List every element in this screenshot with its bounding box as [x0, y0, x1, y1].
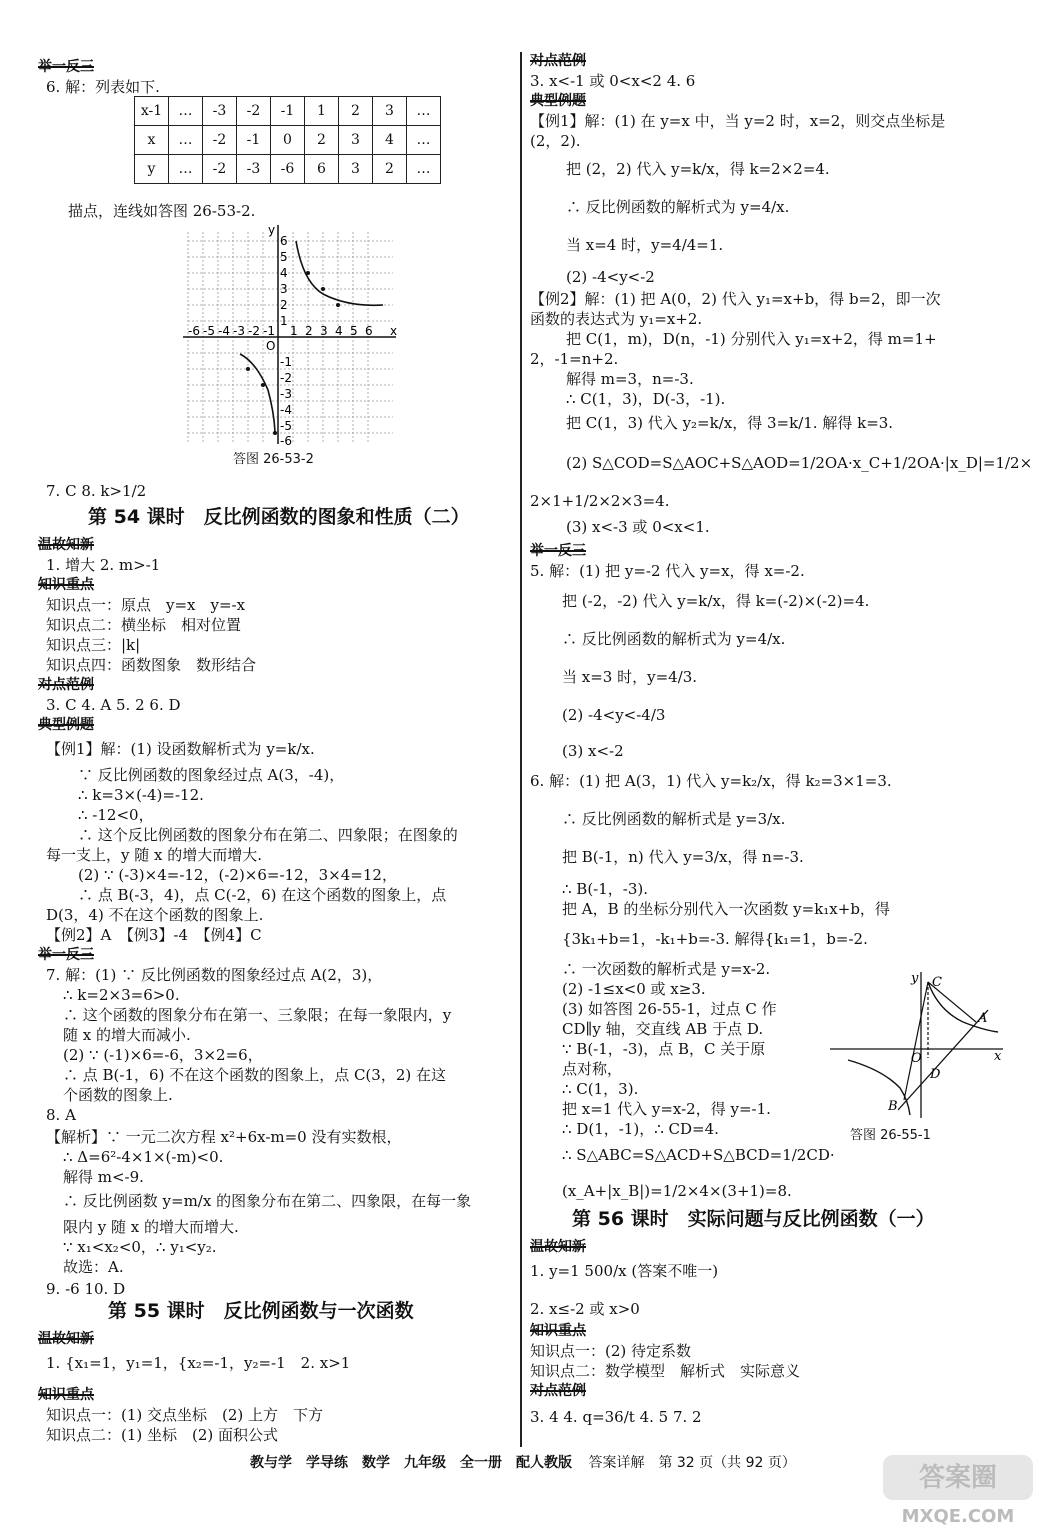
- text-line: ∵ x₁<x₂<0，∴ y₁<y₂.: [63, 1238, 217, 1256]
- table-cell: -2: [237, 97, 271, 126]
- svg-text:-1: -1: [263, 324, 275, 338]
- svg-text:C: C: [932, 975, 942, 990]
- text-line: 6. 解：列表如下.: [46, 78, 160, 96]
- svg-text:4: 4: [335, 324, 343, 338]
- text-line: 知识点一：(2) 待定系数: [530, 1342, 692, 1360]
- footer-book-title: 教与学 学导练 数学 九年级 全一册 配人教版: [250, 1455, 572, 1471]
- section-tag: 知识重点: [38, 1387, 94, 1403]
- text-line: (3) x<-3 或 0<x<1.: [566, 518, 710, 536]
- table-cell: x: [135, 126, 169, 155]
- figure-caption: 答图 26-53-2: [233, 452, 314, 467]
- svg-text:B: B: [888, 1099, 898, 1114]
- text-line: 【解析】∵ 一元二次方程 x²+6x-m=0 没有实数根，: [46, 1128, 402, 1146]
- text-line: ∴ k=2×3=6>0.: [63, 986, 180, 1004]
- table-cell: …: [169, 155, 203, 184]
- text-line: 当 x=3 时，y=4/3.: [562, 668, 698, 686]
- svg-text:-1: -1: [280, 355, 292, 369]
- table-cell: x-1: [135, 97, 169, 126]
- text-line: (x_A+|x_B|)=1/2×4×(3+1)=8.: [562, 1182, 792, 1200]
- text-line: 【例1】解：(1) 设函数解析式为 y=k/x.: [46, 740, 315, 758]
- section-tag: 举一反三: [530, 543, 586, 559]
- text-line: (2) ∵ (-3)×4=-12，(-2)×6=-12，3×4=12，: [78, 866, 397, 884]
- svg-text:-3: -3: [233, 324, 245, 338]
- text-line: (2) -1≤x<0 或 x≥3.: [562, 980, 706, 998]
- text-line: ∴ 这个反比例函数的图象分布在第二、四象限；在图象的: [78, 826, 458, 844]
- section-tag: 知识重点: [530, 1323, 586, 1339]
- text-line: 故选：A.: [63, 1258, 124, 1276]
- svg-text:-4: -4: [280, 403, 292, 417]
- text-line: (3) 如答图 26-55-1，过点 C 作: [562, 1000, 777, 1018]
- svg-text:6: 6: [365, 324, 373, 338]
- table-cell: -2: [203, 155, 237, 184]
- table-cell: -6: [271, 155, 305, 184]
- text-line: ∴ 反比例函数的解析式为 y=4/x.: [566, 198, 790, 216]
- svg-text:-2: -2: [280, 371, 292, 385]
- hyperbola-graph: [178, 222, 403, 447]
- table-cell: 3: [373, 97, 407, 126]
- text-line: 知识点二：数学模型 解析式 实际意义: [530, 1362, 801, 1380]
- svg-text:-5: -5: [280, 419, 292, 433]
- svg-text:-6: -6: [188, 324, 200, 338]
- text-line: ∴ 一次函数的解析式是 y=x-2.: [562, 960, 771, 978]
- text-line: ∴ 反比例函数 y=m/x 的图象分布在第二、四象限，在每一象: [63, 1192, 472, 1210]
- text-line: CD∥y 轴，交直线 AB 于点 D.: [562, 1020, 764, 1038]
- svg-text:MXQE.COM: MXQE.COM: [901, 1506, 1015, 1527]
- svg-text:-2: -2: [248, 324, 260, 338]
- text-line: 解得 m<-9.: [63, 1168, 144, 1186]
- text-line: 知识点一：原点 y=x y=-x: [46, 596, 246, 614]
- table-cell: -3: [237, 155, 271, 184]
- text-line: 把 C(1，3) 代入 y₂=k/x，得 3=k/1. 解得 k=3.: [566, 414, 894, 432]
- text-line: (2) -4<y<-4/3: [562, 706, 666, 724]
- value-table: [134, 96, 441, 184]
- text-line: ∴ 反比例函数的解析式是 y=3/x.: [562, 810, 786, 828]
- section-tag: 典型例题: [530, 93, 586, 109]
- table-cell: …: [407, 126, 441, 155]
- section-tag: 知识重点: [38, 577, 94, 593]
- text-line: 每一支上，y 随 x 的增大而增大.: [46, 846, 263, 864]
- svg-text:2: 2: [305, 324, 313, 338]
- section-tag: 典型例题: [38, 717, 94, 733]
- table-cell: …: [169, 126, 203, 155]
- text-line: 1. {x₁=1，y₁=1，{x₂=-1，y₂=-1 2. x>1: [46, 1354, 351, 1372]
- svg-text:x: x: [994, 1049, 1002, 1064]
- text-line: 知识点三：|k|: [46, 636, 141, 654]
- text-line: 把 (2，2) 代入 y=k/x，得 k=2×2=4.: [566, 160, 830, 178]
- text-line: 1. 增大 2. m>-1: [46, 556, 161, 574]
- page-footer: [250, 1452, 796, 1472]
- text-line: 9. -6 10. D: [46, 1280, 126, 1298]
- svg-text:D: D: [930, 1067, 941, 1082]
- text-line: 3. C 4. A 5. 2 6. D: [46, 696, 181, 714]
- svg-text:O: O: [266, 339, 276, 353]
- column-divider: [520, 52, 522, 1447]
- text-line: (2) ∵ (-1)×6=-6，3×2=6，: [63, 1046, 263, 1064]
- text-line: 描点，连线如答图 26-53-2.: [68, 202, 256, 220]
- text-line: 3. 4 4. q=36/t 4. 5 7. 2: [530, 1408, 702, 1426]
- table-cell: 2: [305, 126, 339, 155]
- svg-text:y: y: [268, 223, 276, 237]
- text-line: 【例1】解：(1) 在 y=x 中，当 y=2 时，x=2，则交点坐标是: [530, 112, 946, 130]
- table-cell: 2: [373, 155, 407, 184]
- text-line: 1. y=1 500/x (答案不唯一): [530, 1262, 719, 1280]
- text-line: ∴ Δ=6²-4×1×(-m)<0.: [63, 1148, 224, 1166]
- text-line: 把 (-2，-2) 代入 y=k/x，得 k=(-2)×(-2)=4.: [562, 592, 870, 610]
- text-line: D(3，4) 不在这个函数的图象上.: [46, 906, 264, 924]
- text-line: 知识点二：(1) 坐标 (2) 面积公式: [46, 1426, 279, 1444]
- text-line: ∴ 点 B(-1，6) 不在这个函数的图象上，点 C(3，2) 在这: [63, 1066, 446, 1084]
- table-cell: …: [169, 97, 203, 126]
- curve-q3: [240, 354, 275, 432]
- text-line: 把 x=1 代入 y=x-2，得 y=-1.: [562, 1100, 771, 1118]
- text-line: 当 x=4 时，y=4/4=1.: [566, 236, 724, 254]
- text-line: 个函数的图象上.: [63, 1086, 173, 1104]
- section-tag: 对点范例: [530, 53, 586, 69]
- text-line: 点对称，: [562, 1060, 623, 1078]
- table-cell: -1: [271, 97, 305, 126]
- text-line: 6. 解：(1) 把 A(3，1) 代入 y=k₂/x，得 k₂=3×1=3.: [530, 772, 892, 790]
- text-line: ∴ k=3×(-4)=-12.: [78, 786, 204, 804]
- text-line: 【例2】解：(1) 把 A(0，2) 代入 y₁=x+b，得 b=2，即一次: [530, 290, 941, 308]
- svg-text:4: 4: [280, 266, 288, 280]
- table-cell: 3: [339, 155, 373, 184]
- svg-text:5: 5: [280, 250, 288, 264]
- text-line: 把 C(1，m)，D(n，-1) 分别代入 y₁=x+2，得 m=1+: [566, 330, 937, 348]
- svg-text:-4: -4: [218, 324, 230, 338]
- text-line: ∴ C(1，3).: [562, 1080, 639, 1098]
- text-line: 8. A: [46, 1106, 76, 1124]
- text-line: 2，-1=n+2.: [530, 350, 619, 368]
- section-tag: 温故知新: [38, 537, 94, 553]
- text-line: 2×1+1/2×2×3=4.: [530, 492, 670, 510]
- text-line: ∴ C(1，3)，D(-3，-1).: [566, 390, 726, 408]
- svg-text:1: 1: [290, 324, 298, 338]
- lesson-heading: 第 56 课时 实际问题与反比例函数（一）: [572, 1208, 935, 1230]
- svg-text:2: 2: [280, 298, 288, 312]
- text-line: 【例2】A 【例3】-4 【例4】C: [46, 926, 262, 944]
- svg-text:A: A: [978, 1011, 988, 1026]
- geometry-figure: [828, 970, 1008, 1120]
- svg-text:5: 5: [350, 324, 358, 338]
- text-line: (3) x<-2: [562, 742, 624, 760]
- table-row: [135, 97, 441, 126]
- text-line: ∴ B(-1，-3).: [562, 880, 649, 898]
- svg-text:答案圈: 答案圈: [918, 1463, 998, 1493]
- text-line: (2，2).: [530, 132, 581, 150]
- text-line: ∴ 反比例函数的解析式为 y=4/x.: [562, 630, 786, 648]
- table-cell: 1: [305, 97, 339, 126]
- svg-text:y: y: [911, 971, 919, 986]
- table-cell: …: [407, 155, 441, 184]
- table-cell: 2: [339, 97, 373, 126]
- text-line: 3. x<-1 或 0<x<2 4. 6: [530, 72, 696, 90]
- table-cell: 3: [339, 126, 373, 155]
- table-row: [135, 155, 441, 184]
- section-tag: 举一反三: [38, 947, 94, 963]
- text-line: ∴ 点 B(-3，4)，点 C(-2，6) 在这个函数的图象上，点: [78, 886, 447, 904]
- text-line: ∴ 这个函数的图象分布在第一、三象限；在每一象限内，y: [63, 1006, 452, 1024]
- table-cell: -2: [203, 126, 237, 155]
- text-line: 知识点四：函数图象 数形结合: [46, 656, 257, 674]
- text-line: 把 B(-1，n) 代入 y=3/x，得 n=-3.: [562, 848, 804, 866]
- watermark-logo: [878, 1450, 1038, 1530]
- section-tag: 温故知新: [530, 1239, 586, 1255]
- text-line: 7. 解：(1) ∵ 反比例函数的图象经过点 A(2，3)，: [46, 966, 383, 984]
- text-line: ∴ D(1，-1)，∴ CD=4.: [562, 1120, 719, 1138]
- svg-text:3: 3: [280, 282, 288, 296]
- text-line: {3k₁+b=1，-k₁+b=-3. 解得{k₁=1，b=-2.: [562, 930, 868, 948]
- text-line: 2. x≤-2 或 x>0: [530, 1300, 640, 1318]
- lesson-heading: 第 55 课时 反比例函数与一次函数: [108, 1300, 414, 1322]
- text-line: 随 x 的增大而减小.: [63, 1026, 191, 1044]
- section-tag: 对点范例: [530, 1383, 586, 1399]
- table-cell: …: [407, 97, 441, 126]
- text-line: (2) S△COD=S△AOC+S△AOD=1/2OA·x_C+1/2OA·|x_D|=1/2×: [566, 454, 1033, 472]
- svg-text:3: 3: [320, 324, 328, 338]
- svg-text:x: x: [390, 324, 398, 338]
- table-cell: 4: [373, 126, 407, 155]
- svg-text:1: 1: [280, 314, 288, 328]
- text-line: 解得 m=3，n=-3.: [566, 370, 694, 388]
- text-line: ∴ S△ABC=S△ACD+S△BCD=1/2CD·: [562, 1146, 835, 1164]
- section-tag: 举一反三: [38, 59, 94, 75]
- svg-text:-6: -6: [280, 434, 292, 447]
- section-tag: 对点范例: [38, 677, 94, 693]
- table-row: [135, 126, 441, 155]
- svg-text:-5: -5: [203, 324, 215, 338]
- svg-text:O: O: [911, 1051, 922, 1066]
- svg-text:-3: -3: [280, 387, 292, 401]
- text-line: ∵ 反比例函数的图象经过点 A(3，-4)，: [78, 766, 345, 784]
- text-line: 5. 解：(1) 把 y=-2 代入 y=x，得 x=-2.: [530, 562, 805, 580]
- section-tag: 温故知新: [38, 1331, 94, 1347]
- table-cell: -1: [237, 126, 271, 155]
- text-line: 限内 y 随 x 的增大而增大.: [63, 1218, 239, 1236]
- text-line: 知识点二：横坐标 相对位置: [46, 616, 242, 634]
- table-cell: -3: [203, 97, 237, 126]
- text-line: 函数的表达式为 y₁=x+2.: [530, 310, 703, 328]
- text-line: ∴ -12<0，: [78, 806, 154, 824]
- text-line: 把 A，B 的坐标分别代入一次函数 y=k₁x+b，得: [562, 900, 890, 918]
- text-line: 7. C 8. k>1/2: [46, 482, 147, 500]
- text-line: 知识点一：(1) 交点坐标 (2) 上方 下方: [46, 1406, 324, 1424]
- table-cell: y: [135, 155, 169, 184]
- table-cell: 6: [305, 155, 339, 184]
- lesson-heading: 第 54 课时 反比例函数的图象和性质（二）: [88, 506, 470, 528]
- svg-text:6: 6: [280, 234, 288, 248]
- text-line: (2) -4<y<-2: [566, 268, 655, 286]
- figure-caption: 答图 26-55-1: [850, 1128, 931, 1143]
- footer-page-number: 答案详解 第 32 页（共 92 页）: [588, 1455, 796, 1471]
- table-cell: 0: [271, 126, 305, 155]
- text-line: ∵ B(-1，-3)，点 B，C 关于原: [562, 1040, 766, 1058]
